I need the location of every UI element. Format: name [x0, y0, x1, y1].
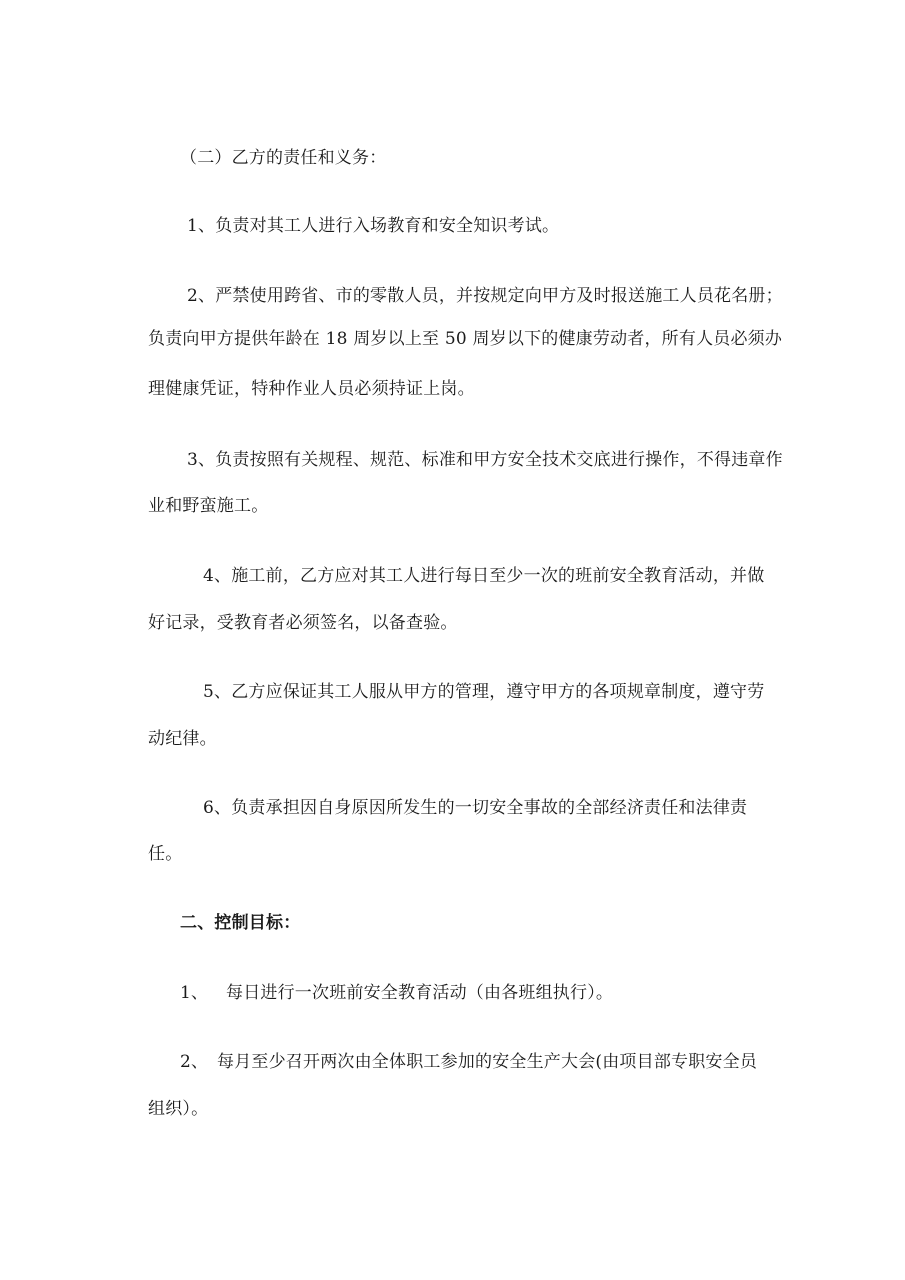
target-1-number: 1、	[180, 983, 209, 1003]
item-1-line-1: 1、负责对其工人进行入场教育和安全知识考试。	[187, 216, 560, 236]
item-4-line-2: 好记录，受教育者必须签名，以备查验。	[148, 613, 458, 633]
item-5-line-2: 动纪律。	[148, 729, 217, 749]
item-5-line-1: 5、乙方应保证其工人服从甲方的管理，遵守甲方的各项规章制度，遵守劳	[203, 682, 765, 702]
subsection-heading: （二）乙方的责任和义务：	[180, 148, 387, 168]
item-2-line-1: 2、严禁使用跨省、市的零散人员，并按规定向甲方及时报送施工人员花名册；	[187, 286, 783, 306]
item-3-line-2: 业和野蛮施工。	[148, 496, 269, 516]
item-6-line-2: 任。	[148, 844, 183, 864]
target-2-line-2: 组织）。	[148, 1099, 209, 1119]
item-2-line-2: 负责向甲方提供年龄在 18 周岁以上至 50 周岁以下的健康劳动者，所有人员必须办	[148, 329, 783, 349]
item-3-line-1: 3、负责按照有关规程、规范、标准和甲方安全技术交底进行操作，不得违章作	[187, 450, 783, 470]
item-2-line-3: 理健康凭证，特种作业人员必须持证上岗。	[148, 379, 475, 399]
item-4-line-1: 4、施工前，乙方应对其工人进行每日至少一次的班前安全教育活动，并做	[203, 566, 765, 586]
section-heading: 二、控制目标：	[180, 913, 301, 933]
item-6-line-1: 6、负责承担因自身原因所发生的一切安全事故的全部经济责任和法律责	[203, 798, 748, 818]
target-1-line-1: 每日进行一次班前安全教育活动（由各班组执行）。	[226, 983, 614, 1003]
target-2-number: 2、	[180, 1052, 209, 1072]
target-2-line-1: 每月至少召开两次由全体职工参加的安全生产大会(由项目部专职安全员	[217, 1052, 758, 1072]
